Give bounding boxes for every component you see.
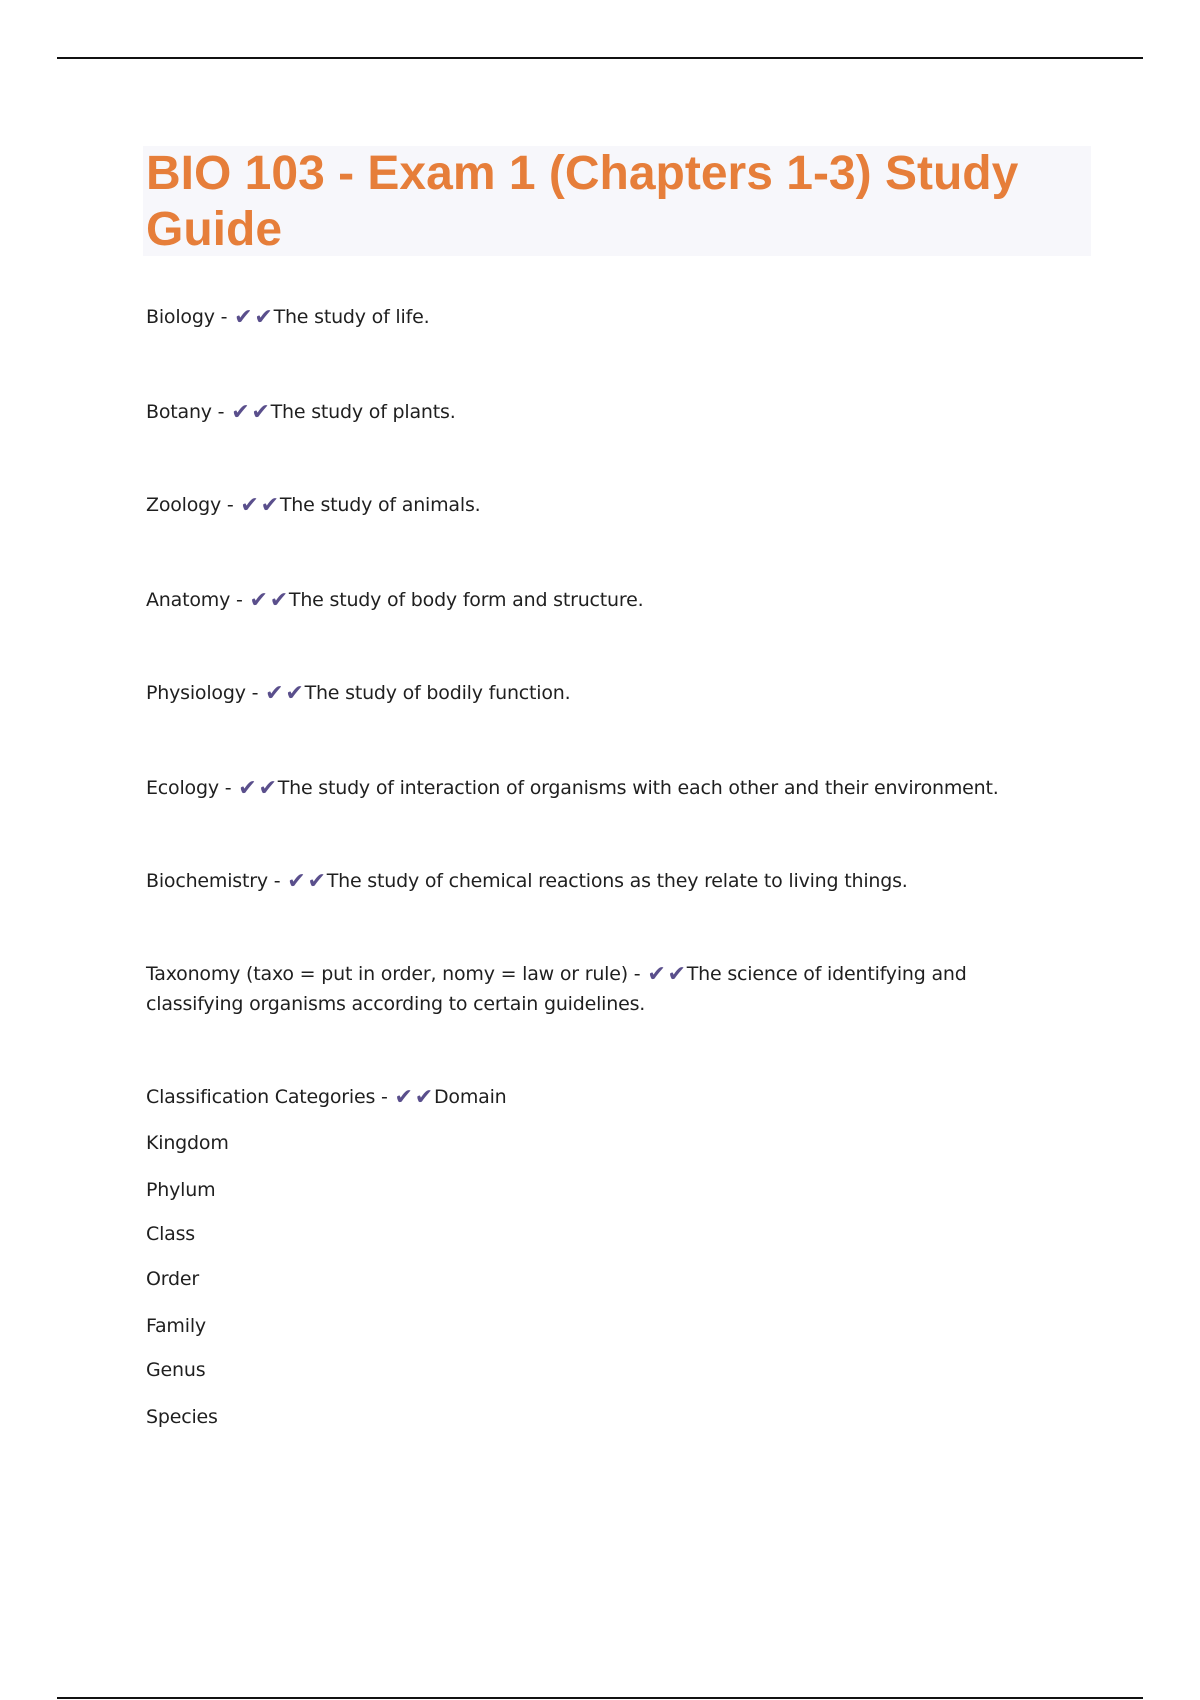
check-mark-icon: ✔ — [240, 493, 259, 518]
entry-definition: Domain — [433, 1086, 507, 1108]
check-mark-icon: ✔ — [394, 1085, 413, 1110]
entry-term: Physiology - — [146, 682, 259, 704]
category-item: Class — [146, 1223, 195, 1245]
top-rule — [57, 57, 1143, 59]
entry-term: Biology - — [146, 306, 228, 328]
check-mark-icon: ✔ — [269, 588, 288, 613]
category-item: Kingdom — [146, 1132, 229, 1154]
entry-anatomy — [146, 585, 1066, 615]
entry-definition: The study of interaction of organisms with each other and their environment. — [277, 777, 999, 799]
category-item: Family — [146, 1315, 206, 1337]
entry-biology — [146, 302, 1066, 332]
check-mark-icon: ✔ — [285, 681, 304, 706]
entry-term: Zoology - — [146, 494, 234, 516]
entry-term: Ecology - — [146, 777, 232, 799]
entry-taxonomy — [146, 959, 1066, 1019]
entry-definition: The study of body form and structure. — [288, 589, 644, 611]
entry-definition: The study of animals. — [279, 494, 481, 516]
category-item: Species — [146, 1406, 218, 1428]
check-mark-icon: ✔ — [238, 776, 257, 801]
check-mark-icon: ✔ — [249, 588, 268, 613]
entry-definition: The study of bodily function. — [304, 682, 571, 704]
title-banner — [143, 146, 1091, 256]
entry-term: Anatomy - — [146, 589, 243, 611]
entry-botany — [146, 397, 1066, 427]
entry-term: Botany - — [146, 401, 225, 423]
check-mark-icon: ✔ — [647, 962, 666, 987]
check-mark-icon: ✔ — [254, 305, 273, 330]
entry-biochemistry — [146, 866, 1066, 896]
check-mark-icon: ✔ — [258, 776, 277, 801]
entry-zoology — [146, 490, 1066, 520]
entry-definition: The study of life. — [273, 306, 430, 328]
page-title: BIO 103 - Exam 1 (Chapters 1-3) Study Guide — [146, 147, 1019, 256]
check-mark-icon: ✔ — [667, 962, 686, 987]
entry-term: Taxonomy (taxo = put in order, nomy = law or rule) - — [146, 963, 641, 985]
check-mark-icon: ✔ — [251, 400, 270, 425]
category-item: Phylum — [146, 1179, 216, 1201]
entry-term: Classification Categories - — [146, 1086, 388, 1108]
entry-term: Biochemistry - — [146, 870, 281, 892]
entry-definition: The study of chemical reactions as they relate to living things. — [326, 870, 908, 892]
entry-definition: The study of plants. — [270, 401, 456, 423]
check-mark-icon: ✔ — [234, 305, 253, 330]
check-mark-icon: ✔ — [287, 869, 306, 894]
category-item: Order — [146, 1268, 199, 1290]
entry-physiology — [146, 678, 1066, 708]
entry-definition: The science of identifying and classifying organisms according to certain guidelines. — [146, 963, 967, 1015]
check-mark-icon: ✔ — [265, 681, 284, 706]
bottom-rule — [57, 1697, 1143, 1699]
check-mark-icon: ✔ — [414, 1085, 433, 1110]
check-mark-icon: ✔ — [231, 400, 250, 425]
check-mark-icon: ✔ — [260, 493, 279, 518]
check-mark-icon: ✔ — [307, 869, 326, 894]
entry-classification-categories — [146, 1082, 1066, 1112]
category-item: Genus — [146, 1359, 206, 1381]
entry-ecology — [146, 773, 1066, 803]
